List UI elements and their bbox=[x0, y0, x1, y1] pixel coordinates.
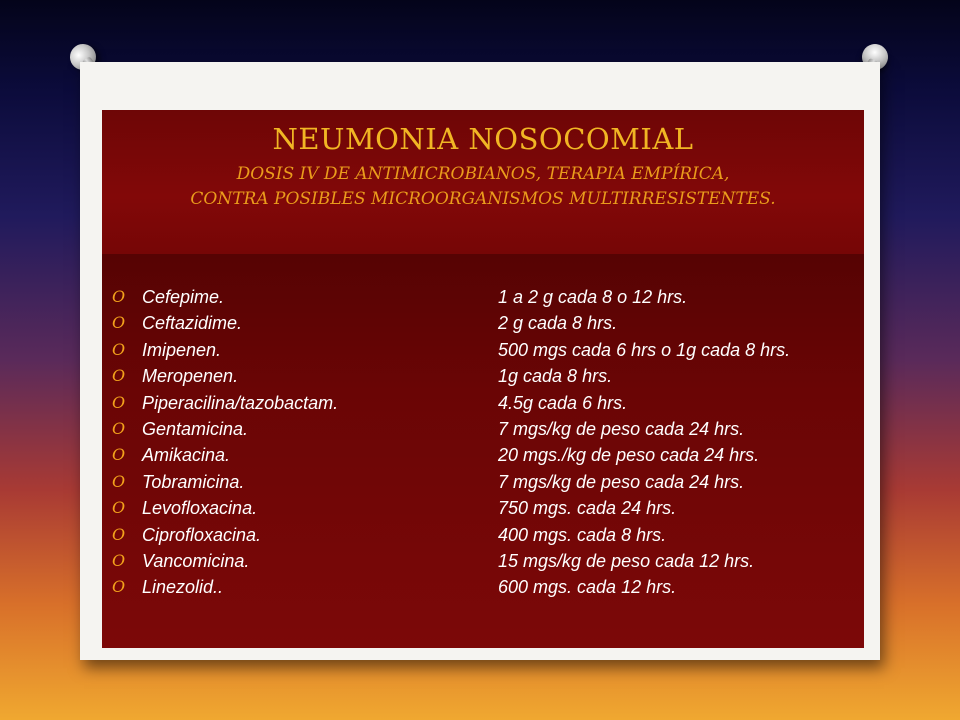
slide-title: NEUMONIA NOSOCOMIAL bbox=[272, 122, 694, 156]
drug-name: Imipenen. bbox=[142, 339, 222, 360]
drug-name: Levofloxacina. bbox=[142, 498, 258, 519]
drug-name: Ciprofloxacina. bbox=[142, 524, 262, 545]
bullet-icon: O bbox=[112, 498, 126, 518]
list-item bbox=[112, 390, 862, 416]
list-item bbox=[112, 442, 862, 468]
slide-subtitle bbox=[102, 162, 864, 212]
bullet-icon: O bbox=[112, 577, 126, 597]
drug-dose: 600 mgs. cada 12 hrs. bbox=[498, 577, 677, 598]
drug-name: Ceftazidime. bbox=[142, 313, 243, 334]
bullet-icon: O bbox=[112, 339, 126, 359]
drug-dose: 4.5g cada 6 hrs. bbox=[498, 392, 628, 413]
list-item bbox=[112, 310, 862, 336]
drug-name: Piperacilina/tazobactam. bbox=[142, 392, 339, 413]
drug-name: Gentamicina. bbox=[142, 418, 249, 439]
list-item bbox=[112, 284, 862, 310]
drug-dose: 1g cada 8 hrs. bbox=[498, 366, 613, 387]
bullet-icon: O bbox=[112, 366, 126, 386]
drug-name: Linezolid.. bbox=[142, 577, 224, 598]
bullet-icon: O bbox=[112, 287, 126, 306]
bullet-icon: O bbox=[112, 445, 126, 465]
list-item bbox=[112, 363, 862, 389]
drug-name: Meropenen. bbox=[142, 366, 239, 387]
drug-dose: 7 mgs/kg de peso cada 24 hrs. bbox=[498, 418, 745, 439]
list-item bbox=[112, 469, 862, 495]
drug-dose: 750 mgs. cada 24 hrs. bbox=[498, 498, 677, 519]
bullet-icon: O bbox=[112, 550, 126, 570]
drug-dose: 400 mgs. cada 8 hrs. bbox=[498, 524, 667, 545]
subtitle-line-2: CONTRA POSIBLES MICROORGANISMOS MULTIRRESISTENTES. bbox=[190, 189, 776, 209]
list-item bbox=[112, 495, 862, 521]
list-item bbox=[112, 337, 862, 363]
content-panel bbox=[102, 254, 864, 648]
list-item bbox=[112, 522, 862, 548]
drug-name: Cefepime. bbox=[142, 287, 225, 307]
drug-dose: 7 mgs/kg de peso cada 24 hrs. bbox=[498, 471, 745, 492]
drug-name: Tobramicina. bbox=[142, 471, 245, 492]
drug-name: Vancomicina. bbox=[142, 550, 250, 571]
list-item bbox=[112, 548, 862, 574]
bullet-icon: O bbox=[112, 392, 126, 412]
bullet-icon: O bbox=[112, 418, 126, 438]
bullet-icon: O bbox=[112, 524, 126, 544]
bullet-icon: O bbox=[112, 313, 126, 333]
drug-dose: 1 a 2 g cada 8 o 12 hrs. bbox=[498, 287, 688, 307]
drug-dose: 500 mgs cada 6 hrs o 1g cada 8 hrs. bbox=[498, 339, 791, 360]
title-panel bbox=[102, 110, 864, 254]
drug-dose-list bbox=[112, 284, 862, 601]
list-item bbox=[112, 416, 862, 442]
drug-dose: 2 g cada 8 hrs. bbox=[498, 313, 618, 334]
subtitle-line-1: DOSIS IV DE ANTIMICROBIANOS, TERAPIA EMPÍRICA, bbox=[236, 164, 730, 184]
drug-dose: 20 mgs./kg de peso cada 24 hrs. bbox=[498, 445, 760, 466]
drug-name: Amikacina. bbox=[142, 445, 231, 466]
list-item bbox=[112, 574, 862, 600]
bullet-icon: O bbox=[112, 471, 126, 491]
drug-dose: 15 mgs/kg de peso cada 12 hrs. bbox=[498, 550, 755, 571]
